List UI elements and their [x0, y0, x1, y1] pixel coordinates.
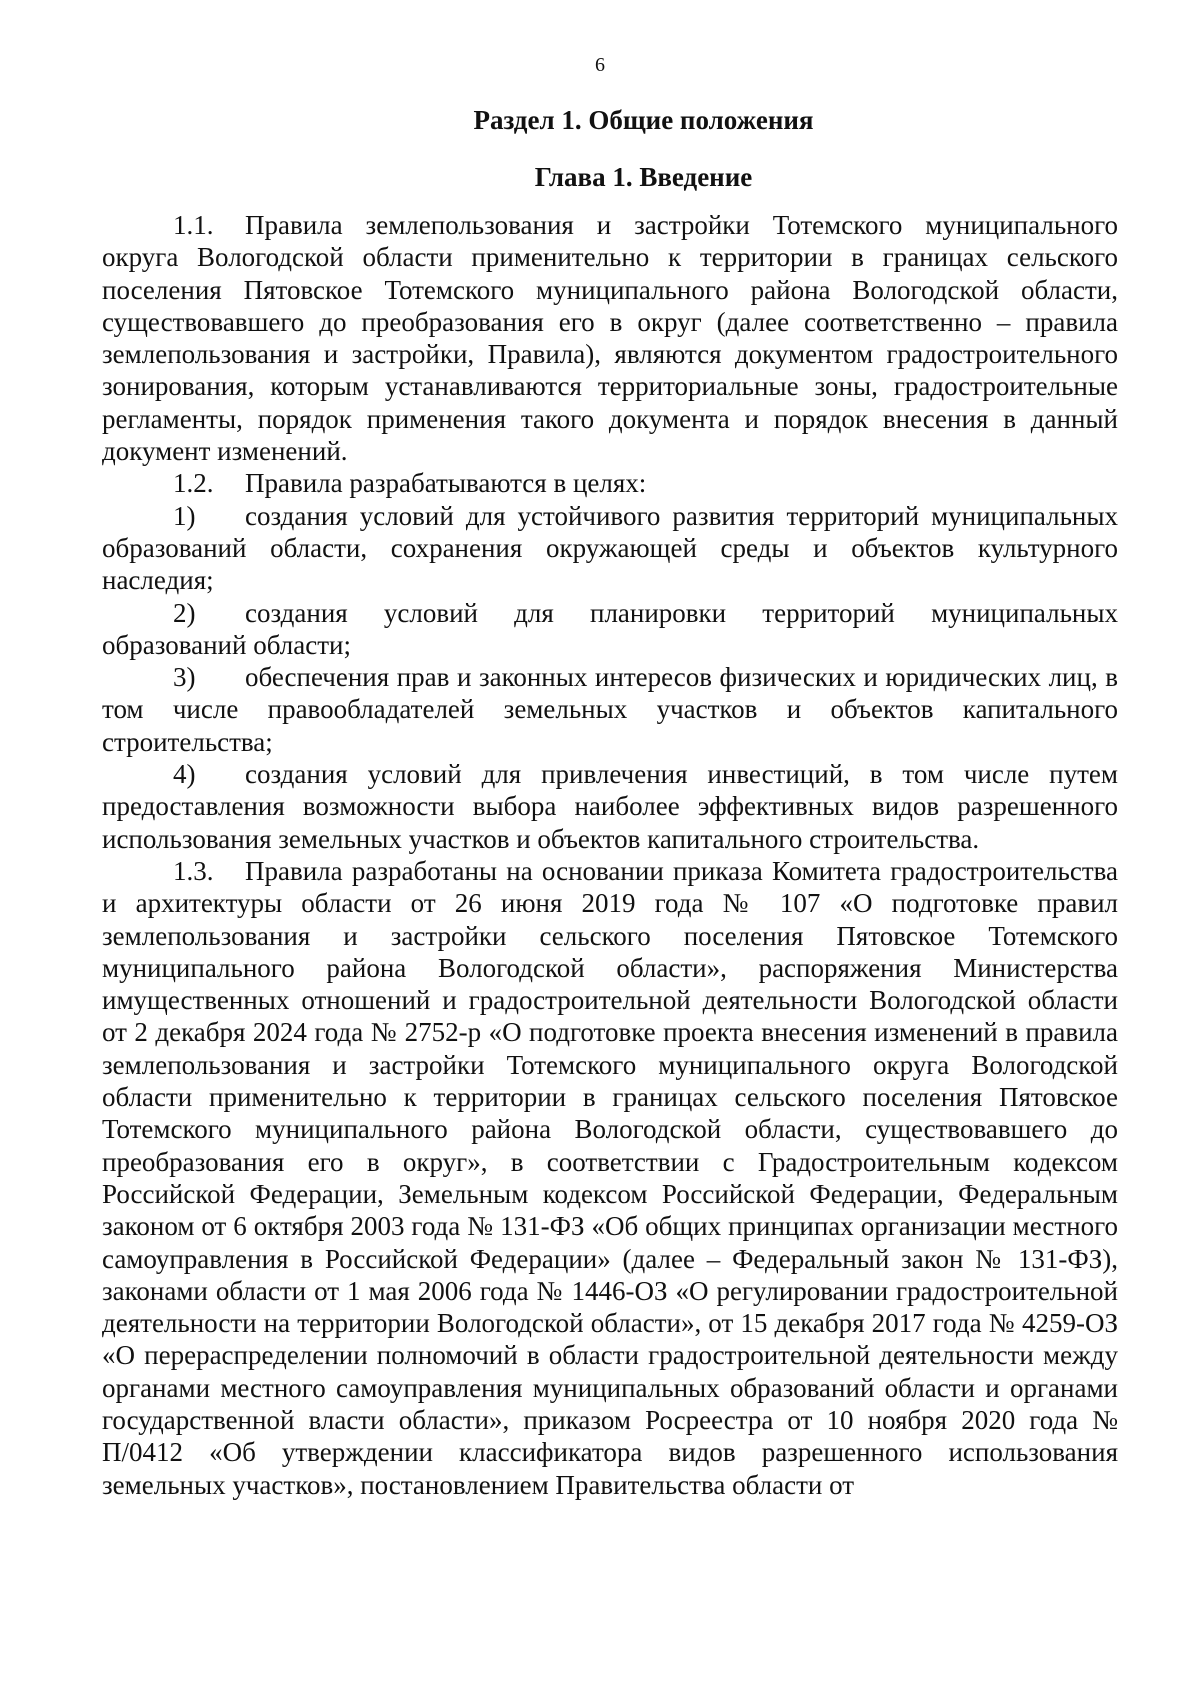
list-item-number: 1): [173, 500, 196, 531]
paragraph-number: 1.3.: [173, 855, 214, 886]
paragraph-1-3: [102, 855, 1118, 1501]
list-item-text: создания условий для привлечения инвестиций, в том числе путем предоставления возможности выбора наиболее эффективных видов разрешенного использования земельных участков и объектов капитального строительства.: [102, 759, 1118, 854]
list-item-number: 3): [173, 662, 196, 693]
section-title: Раздел 1. Общие положения: [473, 105, 814, 135]
list-item-text: создания условий для устойчивого развития территорий муниципальных образований области, сохранения окружающей среды и объектов культурного наследия;: [102, 500, 1118, 596]
paragraph-text: Правила землепользования и застройки Тотемского муниципального округа Вологодской области применительно к территории в границах сельского поселения Пятовское Тотемского муниципального района Вологодской области, существовавшего до преобразования его в округ (далее соответственно – правила землепользования и застройки, Правила), являются документом градостроительного зонирования, которым устанавливаются территориальные зоны, градостроительные регламенты, порядок применения такого документа и порядок внесения в данный документ изменений.: [102, 210, 1118, 467]
page-number: 6: [595, 54, 605, 76]
list-item-3: [102, 661, 1118, 758]
paragraph-text: Правила разработаны на основании приказа Комитета градостроительства и архитектуры области от 26 июня 2019 года № 107 «О подготовке правил землепользования и застройки сельского поселения Пятовское Тотемского муниципального района Вологодской области», распоряжения Министерства имущественных отношений и градостроительной деятельности Вологодской области от 2 декабря 2024 года № 2752-р «О подготовке проекта внесения изменений в правила землепользования и застройки Тотемского муниципального округа Вологодской области применительно к территории в границах сельского поселения Пятовское Тотемского муниципального района Вологодской области, существовавшего до преобразования его в округ», в соответствии с Градостроительным кодексом Российской Федерации, Земельным кодексом Российской Федерации, Федеральным законом от 6 октября 2003 года № 131-ФЗ «Об общих принципах организации местного самоуправления в Российской Федерации» (далее – Федеральный закон № 131-ФЗ), законами области от 1 мая 2006 года № 1446-ОЗ «О регулировании градостроительной деятельности на территории Вологодской области», от 15 декабря 2017 года № 4259-ОЗ «О перераспределении полномочий в области градостроительной деятельности между органами местного самоуправления муниципальных образований области и органами государственной власти области», приказом Росреестра от 10 ноября 2020 года № П/0412 «Об утверждении классификатора видов разрешенного использования земельных участков», постановлением Правительства области от: [102, 855, 1118, 1500]
chapter-title: Глава 1. Введение: [534, 162, 753, 192]
paragraph-1-1: [102, 209, 1118, 467]
paragraph-text: Правила разрабатываются в целях:: [245, 468, 647, 499]
paragraph-number: 1.2.: [173, 468, 214, 499]
paragraph-1-2: [102, 467, 1118, 499]
list-item-number: 2): [173, 597, 196, 628]
list-item-text: обеспечения прав и законных интересов физических и юридических лиц, в том числе правообладателей земельных участков и объектов капитального строительства;: [102, 662, 1118, 757]
document-body: [102, 209, 1118, 1501]
list-item-number: 4): [173, 759, 196, 790]
list-item-4: [102, 758, 1118, 855]
list-item-1: [102, 500, 1118, 597]
list-item-text: создания условий для планировки территорий муниципальных образований области;: [102, 597, 1118, 660]
paragraph-number: 1.1.: [173, 210, 214, 240]
list-item-2: [102, 597, 1118, 662]
